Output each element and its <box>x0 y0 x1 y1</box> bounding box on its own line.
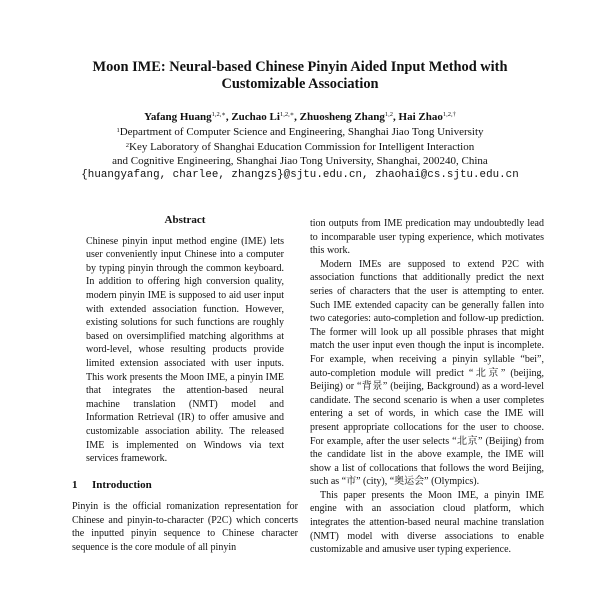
author-emails: {huangyafang, charlee, zhangzs}@sjtu.edu.cn, zhaohai@cs.sjtu.edu.cn <box>81 169 519 181</box>
author-name: Yafang Huang <box>144 111 212 123</box>
paper-title <box>60 59 540 93</box>
body-paragraph-3: This paper presents the Moon IME, a pinyin IME engine with an association cloud platform, which integrates the attention-based neural machine translation (NMT) model with diverse associations to enable customizable and amusive user typing experience. <box>310 489 544 556</box>
abstract-text: Chinese pinyin input method engine (IME) lets user conveniently input Chinese into a computer by typing pinyin through the common keyboard. In addition to offering high conversion quality, modern pinyin IME is supposed to aid user input with extended association function. However, existing solutions for such functions are roughly based on oversimplified matching algorithms at word-level, whose resulting products provide limited extension associated with user inputs. This work presents the Moon IME, a pinyin IME that integrates the attention-based neural machine translation (NMT) model and Information Retrieval (IR) to offer amusive and customizable association ability. The released IME is implemented on Windows via text services framework. <box>86 235 284 465</box>
section-heading-introduction <box>72 479 298 493</box>
affiliation-1 <box>40 124 560 139</box>
author-name: Zuchao Li <box>231 111 280 123</box>
body-paragraph-2: Modern IMEs are supposed to extend P2C with association functions that additionally predict the next series of characters that the user is attempting to enter. Such IME extended capacity can be generally fallen into two categories: auto-completion and follow-up prediction. The former will look up all possible phrases that might match the user input even though the input is incomplete. For example, when receiving a pinyin syllable “bei”, auto-completion module will predict “北京” (beijing, Beijing) or “背景” (beijing, Background) as a word-level candidate. The second scenario is when a user completes entering a set of words, in which case the IME will present appropriate collocations for the user to choose. For example, after the user selects “北京” (Beijing) from the candidate list in the above example, the IME will show a list of collocations that follows the word Beijing, such as “市” (city), “奥运会” (Olympics). <box>310 258 544 488</box>
section-number: 1 <box>72 478 78 491</box>
left-column <box>72 214 298 555</box>
affiliation-mark: 2 <box>125 142 130 149</box>
abstract-heading: Abstract <box>164 214 206 226</box>
title-line-1: Moon IME: Neural-based Chinese Pinyin Aided Input Method with <box>92 59 508 75</box>
affiliation-mark: 1 <box>116 127 120 134</box>
author-marks: 1,2,∗ <box>211 111 226 118</box>
author-marks: 1,2,† <box>442 111 456 118</box>
affiliation-2 <box>40 139 560 154</box>
affiliation-2-line-2: and Cognitive Engineering, Shanghai Jiao Tong University, Shanghai, 200240, China <box>112 155 488 167</box>
author-name: Zhuosheng Zhang <box>299 111 385 123</box>
title-line-2: Customizable Association <box>221 76 379 92</box>
abstract-body <box>86 235 284 466</box>
author-list: Yafang Huang$^{1,2,∗}$, Zuchao $Li^{1,2,∗}$, Zhuosheng Zhang$^{1,2}$, Hai Zhao$^{1,2,\dagger}$ <box>144 111 456 123</box>
author-name: Hai Zhao <box>398 111 443 123</box>
author-marks: 1,2 <box>384 111 394 118</box>
author-block <box>40 108 560 182</box>
affiliation-text: Department of Computer Science and Engineering, Shanghai Jiao Tong University <box>119 126 484 138</box>
affiliation-text: Key Laboratory of Shanghai Education Commission for Intelligent Interaction <box>129 141 475 153</box>
body-paragraph-1: tion outputs from IME predication may undoubtedly lead to incomparable user typing experience, which motivates this work. <box>310 218 544 257</box>
introduction-paragraph: Pinyin is the official romanization representation for Chinese and pinyin-to-character (P2C) which concerts the inputted pinyin sequence to Chinese character sequence is the core module of all pinyin <box>72 501 298 554</box>
section-title: Introduction <box>92 478 152 491</box>
author-marks: 1,2,∗ <box>279 111 295 118</box>
right-column <box>310 217 544 557</box>
